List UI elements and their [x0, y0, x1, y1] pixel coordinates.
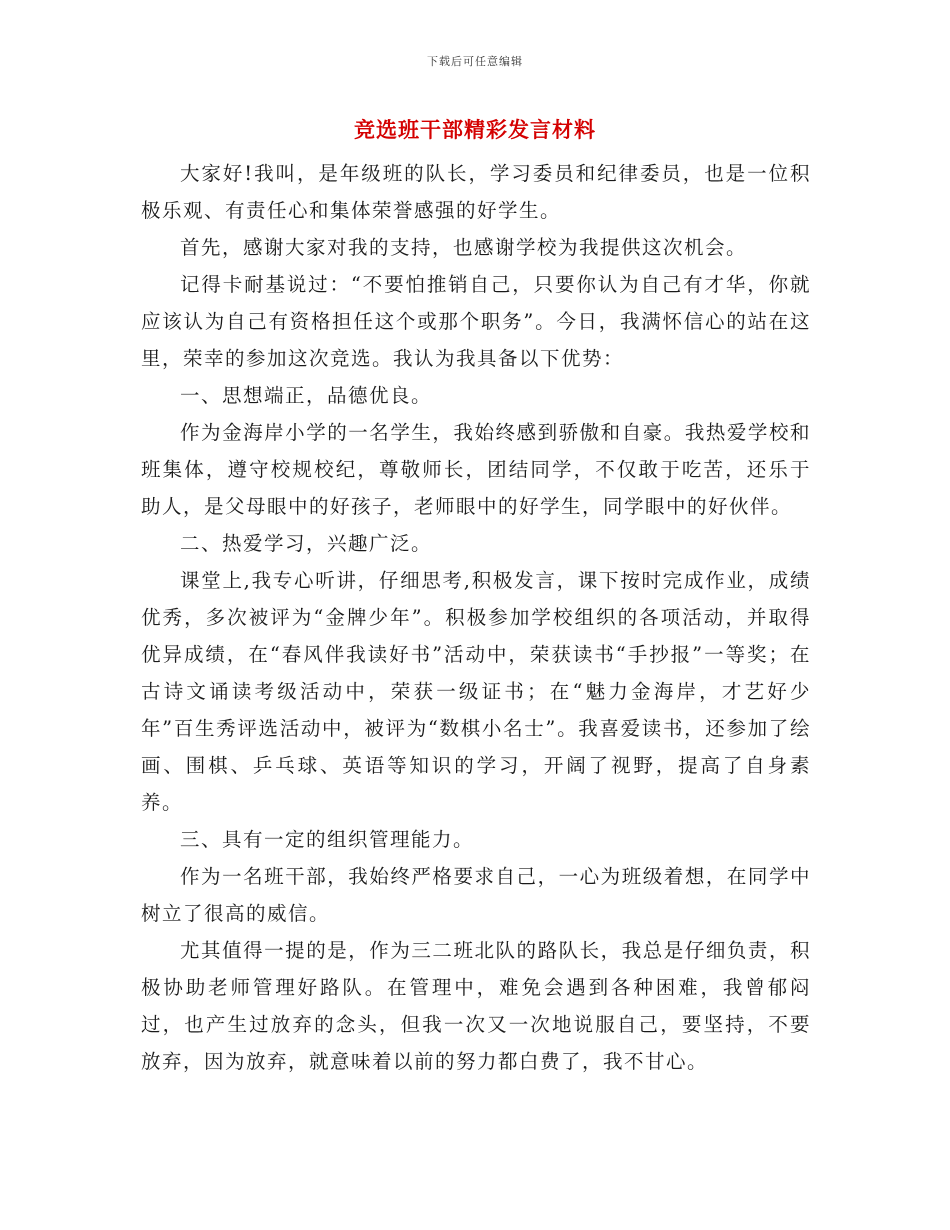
document-body [141, 155, 811, 1080]
paragraph-section-2: 课堂上,我专心听讲，仔细思考,积极发言，课下按时完成作业，成绩优秀，多次被评为“金牌少年”。积极参加学校组织的各项活动，并取得优异成绩，在“春风伴我读好书”活动中，荣获读书“手抄报”一等奖；在古诗文诵读考级活动中，荣获一级证书；在“魅力金海岸，才艺好少年”百生秀评选活动中，被评为“数棋小名士”。我喜爱读书，还参加了绘画、围棋、乒乓球、英语等知识的学习，开阔了视野，提高了自身素养。 [141, 569, 811, 814]
section-heading-1: 一、思想端正，品德优良。 [180, 384, 433, 407]
paragraph-quote: 记得卡耐基说过：“不要怕推销自己，只要你认为自己有才华，你就应该认为自己有资格担任这个或那个职务”。今日，我满怀信心的站在这里，荣幸的参加这次竞选。我认为我具备以下优势： [141, 273, 811, 370]
paragraph-greeting: 大家好!我叫，是年级班的队长，学习委员和纪律委员，也是一位积极乐观、有责任心和集体荣誉感强的好学生。 [141, 162, 811, 222]
page-header-note: 下载后可任意编辑 [427, 55, 523, 68]
paragraph-section-3b: 尤其值得一提的是，作为三二班北队的路队长，我总是仔细负责，积极协助老师管理好路队。在管理中，难免会遇到各种困难，我曾郁闷过，也产生过放弃的念头，但我一次又一次地说服自己，要坚持，不要放弃，因为放弃，就意味着以前的努力都白费了，我不甘心。 [141, 939, 811, 1073]
paragraph-thanks: 首先，感谢大家对我的支持，也感谢学校为我提供这次机会。 [180, 236, 748, 259]
section-heading-3: 三、具有一定的组织管理能力。 [180, 828, 475, 851]
section-heading-2: 二、热爱学习，兴趣广泛。 [180, 532, 433, 555]
paragraph-section-3a: 作为一名班干部，我始终严格要求自己，一心为班级着想，在同学中树立了很高的威信。 [141, 865, 811, 925]
document-title: 竞选班干部精彩发言材料 [354, 117, 596, 142]
paragraph-section-1: 作为金海岸小学的一名学生，我始终感到骄傲和自豪。我热爱学校和班集体，遵守校规校纪，尊敬师长，团结同学，不仅敢于吃苦，还乐于助人，是父母眼中的好孩子，老师眼中的好学生，同学眼中的好伙伴。 [141, 421, 811, 518]
